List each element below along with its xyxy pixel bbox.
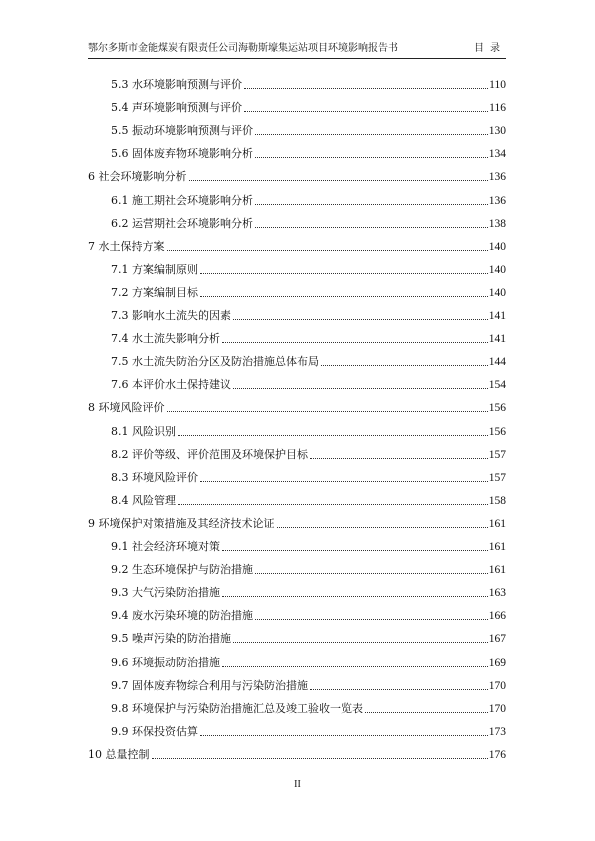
toc-entry-page: 156 [488, 425, 506, 438]
toc-entry-page: 138 [488, 217, 506, 230]
dot-leader [255, 573, 488, 574]
toc-entry-page: 130 [488, 125, 506, 138]
toc-entry-label: 7.2 方案编制目标 [111, 285, 198, 299]
toc-section-entry[interactable] [111, 485, 506, 508]
dot-leader [233, 642, 488, 643]
toc-entry-page: 166 [488, 610, 506, 623]
toc-entry-label: 7.5 水土流失防治分区及防治措施总体布局 [111, 355, 319, 369]
toc-entry-page: 163 [488, 587, 506, 600]
toc-entry-page: 169 [488, 656, 506, 669]
toc-section-entry[interactable] [111, 623, 506, 646]
dot-leader [200, 273, 488, 274]
toc-entry-label: 7.3 影响水土流失的因素 [111, 309, 231, 322]
toc-entry-label: 7.1 方案编制原则 [111, 262, 198, 276]
dot-leader [167, 411, 488, 412]
dot-leader [152, 758, 488, 759]
toc-entry-label: 8.2 评价等级、评价范围及环境保护目标 [111, 447, 308, 461]
toc-entry-page: 156 [488, 402, 506, 415]
dot-leader [255, 204, 488, 205]
section-title: 目录 [474, 43, 506, 54]
dot-leader [255, 619, 488, 620]
toc-section-entry[interactable] [111, 600, 506, 623]
toc-entry-label: 7.4 水土流失影响分析 [111, 332, 220, 346]
toc-entry-page: 144 [488, 356, 506, 369]
toc-section-entry[interactable] [111, 462, 506, 485]
toc-entry-label: 10 总量控制 [88, 747, 150, 761]
dot-leader [222, 342, 488, 343]
toc-section-entry[interactable] [111, 716, 506, 739]
report-title: 鄂尔多斯市金能煤炭有限责任公司海勒斯壕集运站项目环境影响报告书 [88, 43, 398, 54]
dot-leader [222, 550, 488, 551]
toc-entry-page: 158 [488, 494, 506, 507]
toc-entry-label: 6 社会环境影响分析 [88, 170, 187, 184]
toc-entry-label: 9.6 环境振动防治措施 [111, 655, 220, 669]
toc-entry-page: 170 [488, 679, 506, 692]
toc-entry-page: 154 [488, 379, 506, 392]
toc-section-entry[interactable] [111, 439, 506, 462]
toc-chapter-entry[interactable] [88, 508, 506, 531]
toc-entry-page: 141 [488, 333, 506, 346]
toc-entry-label: 9.5 噪声污染的防治措施 [111, 632, 231, 646]
dot-leader [321, 365, 488, 366]
dot-leader [167, 250, 488, 251]
toc-entry-label: 6.1 施工期社会环境影响分析 [111, 193, 253, 207]
toc-entry-page: 134 [488, 148, 506, 161]
dot-leader [255, 157, 488, 158]
toc-entry-page: 176 [488, 748, 506, 761]
toc-chapter-entry[interactable] [88, 739, 506, 762]
dot-leader [255, 227, 488, 228]
toc-entry-label: 9.9 环保投资估算 [111, 724, 198, 738]
toc-entry-label: 8.1 风险识别 [111, 424, 176, 438]
toc-section-entry[interactable] [111, 115, 506, 138]
toc-entry-page: 140 [488, 263, 506, 276]
dot-leader [244, 88, 488, 89]
toc-entry-label: 5.3 水环境影响预测与评价 [111, 78, 242, 91]
dot-leader [200, 481, 488, 482]
toc-section-entry[interactable] [111, 323, 506, 346]
dot-leader [178, 504, 488, 505]
toc-entry-label: 8 环境风险评价 [88, 401, 165, 415]
dot-leader [233, 319, 488, 320]
toc-entry-label: 9 环境保护对策措施及其经济技术论证 [88, 516, 275, 530]
toc-entry-label: 7 水土保持方案 [88, 239, 165, 253]
dot-leader [365, 712, 488, 713]
toc-entry-page: 170 [488, 702, 506, 715]
toc-section-entry[interactable] [111, 416, 506, 439]
toc-section-entry[interactable] [111, 277, 506, 300]
toc-entry-label: 8.3 环境风险评价 [111, 470, 198, 484]
toc-entry-label: 5.6 固体废弃物环境影响分析 [111, 147, 253, 161]
dot-leader [189, 180, 488, 181]
page-header [88, 42, 506, 59]
toc-section-entry[interactable] [111, 185, 506, 208]
toc-entry-label: 8.4 风险管理 [111, 493, 176, 507]
toc-section-entry[interactable] [111, 346, 506, 369]
toc-section-entry[interactable] [111, 554, 506, 577]
toc-entry-page: 157 [488, 471, 506, 484]
toc-entry-page: 136 [488, 194, 506, 207]
dot-leader [200, 735, 488, 736]
toc-section-entry[interactable] [111, 208, 506, 231]
toc-section-entry[interactable] [111, 647, 506, 670]
toc-chapter-entry[interactable] [88, 392, 506, 415]
toc-entry-page: 140 [488, 286, 506, 299]
toc-entry-page: 136 [488, 171, 506, 184]
toc-chapter-entry[interactable] [88, 161, 506, 184]
toc-entry-page: 110 [489, 79, 506, 91]
page-number: II [294, 779, 301, 790]
toc-entry-label: 9.1 社会经济环境对策 [111, 540, 220, 553]
toc-entry-label: 5.4 声环境影响预测与评价 [111, 101, 242, 115]
dot-leader [310, 458, 488, 459]
toc-entry-label: 9.2 生态环境保护与防治措施 [111, 563, 253, 577]
toc-entry-label: 6.2 运营期社会环境影响分析 [111, 216, 253, 230]
toc-entry-page: 161 [488, 564, 506, 577]
toc-entry-page: 161 [488, 541, 506, 553]
dot-leader [244, 111, 488, 112]
toc-section-entry[interactable] [111, 69, 506, 92]
toc-entry-label: 9.4 废水污染环境的防治措施 [111, 609, 253, 623]
toc-entry-label: 9.3 大气污染防治措施 [111, 586, 220, 600]
toc-section-entry[interactable] [111, 577, 506, 600]
toc-entry-page: 161 [488, 517, 506, 530]
dot-leader [222, 596, 488, 597]
toc-section-entry[interactable] [111, 531, 506, 554]
toc-section-entry[interactable] [111, 300, 506, 323]
toc-entry-page: 157 [488, 448, 506, 461]
dot-leader [200, 296, 488, 297]
toc-entry-page: 167 [488, 633, 506, 646]
toc-entry-label: 9.7 固体废弃物综合利用与污染防治措施 [111, 678, 308, 692]
toc-section-entry[interactable] [111, 369, 506, 392]
toc-entry-label: 7.6 本评价水土保持建议 [111, 378, 231, 392]
toc-section-entry[interactable] [111, 254, 506, 277]
dot-leader [310, 689, 488, 690]
toc-chapter-entry[interactable] [88, 231, 506, 254]
dot-leader [255, 134, 488, 135]
toc-entry-page: 140 [488, 240, 506, 253]
dot-leader [222, 666, 488, 667]
toc-section-entry[interactable] [111, 670, 506, 693]
toc-entry-page: 173 [488, 725, 506, 738]
toc-entry-page: 141 [488, 310, 506, 322]
dot-leader [233, 388, 488, 389]
toc-entry-page: 116 [489, 102, 506, 115]
dot-leader [178, 435, 488, 436]
toc-section-entry[interactable] [111, 138, 506, 161]
toc-section-entry[interactable] [111, 92, 506, 115]
toc-entry-label: 5.5 振动环境影响预测与评价 [111, 124, 253, 138]
toc-entry-label: 9.8 环境保护与污染防治措施汇总及竣工验收一览表 [111, 701, 363, 715]
toc-section-entry[interactable] [111, 693, 506, 716]
dot-leader [277, 527, 488, 528]
